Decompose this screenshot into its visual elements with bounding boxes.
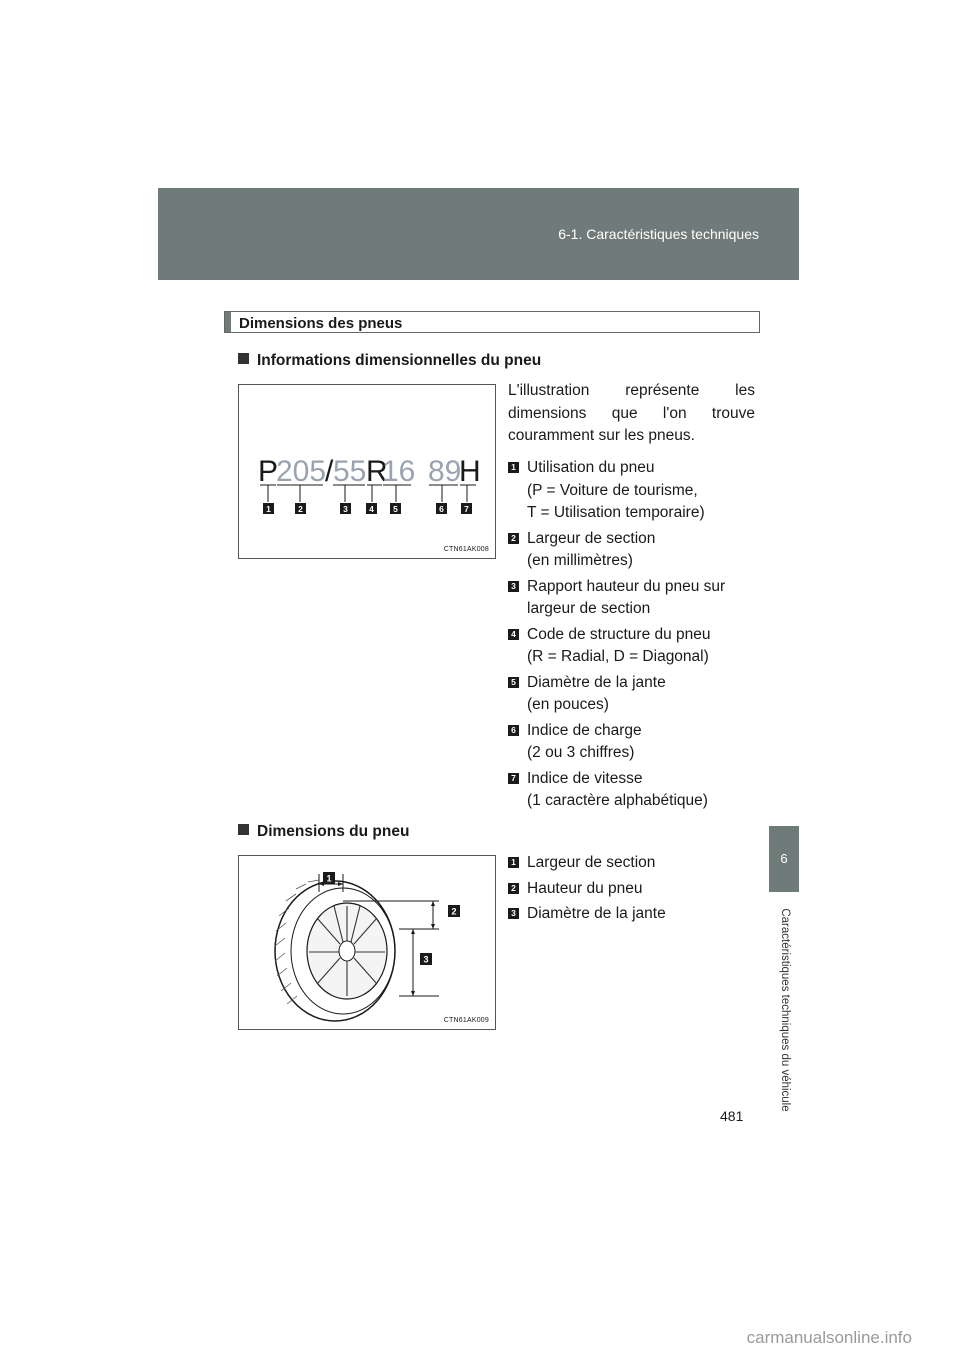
section-title: Dimensions des pneus xyxy=(239,315,403,332)
callout-3: 3 xyxy=(343,504,348,514)
tire-dimensions-figure xyxy=(238,855,496,1030)
chapter-title: 6-1. Caractéristiques techniques xyxy=(558,226,759,242)
item-text: Rapport hauteur du pneu sur xyxy=(527,577,726,595)
item-number-badge: 7 xyxy=(508,773,519,784)
square-bullet-icon xyxy=(238,353,249,364)
item-number-badge: 3 xyxy=(508,908,519,919)
subheading-tire-info xyxy=(238,352,541,370)
item-text: Largeur de section xyxy=(527,854,656,871)
list-item xyxy=(508,720,755,765)
header-band xyxy=(158,188,799,280)
list-item xyxy=(508,576,755,621)
subheading-tire-dimensions xyxy=(238,823,409,841)
item-number-badge: 4 xyxy=(508,629,519,640)
list-item xyxy=(508,878,755,901)
callout-1: 1 xyxy=(326,873,332,884)
item-text: (R = Radial, D = Diagonal) xyxy=(527,648,709,665)
list-item xyxy=(508,768,755,813)
intro-paragraph: L'illustration représente les dimensions que l'on trouve couramment sur les pneus. xyxy=(508,382,755,444)
chapter-side-label xyxy=(775,900,795,1120)
item-text: Indice de charge xyxy=(527,721,642,739)
list-item xyxy=(508,903,755,926)
callout-1: 1 xyxy=(266,504,271,514)
tire-info-list xyxy=(508,457,755,816)
item-text: T = Utilisation temporaire) xyxy=(527,504,705,521)
item-text: (2 ou 3 chiffres) xyxy=(527,744,635,761)
item-number-badge: 6 xyxy=(508,725,519,736)
wheel-diagram xyxy=(239,856,495,1029)
section-title-bar xyxy=(225,312,231,332)
item-number-badge: 1 xyxy=(508,462,519,473)
item-text: (en millimètres) xyxy=(527,552,633,569)
callout-7: 7 xyxy=(464,504,469,514)
item-number-badge: 2 xyxy=(508,533,519,544)
item-text: Diamètre de la jante xyxy=(527,673,666,691)
item-number-badge: 2 xyxy=(508,883,519,894)
item-text: Diamètre de la jante xyxy=(527,905,666,922)
code-part-speed: H xyxy=(459,455,481,488)
square-bullet-icon xyxy=(238,824,249,835)
callout-6: 6 xyxy=(439,504,444,514)
subheading-tire-info-text: Informations dimensionnelles du pneu xyxy=(257,352,542,369)
item-text: (1 caractère alphabétique) xyxy=(527,792,708,809)
code-part-slash: / xyxy=(325,455,334,488)
item-text: Code de structure du pneu xyxy=(527,625,711,643)
list-item xyxy=(508,528,755,573)
figure-code-1: CTN61AK008 xyxy=(443,546,489,553)
callout-2: 2 xyxy=(451,906,457,917)
tire-code-diagram xyxy=(239,385,495,558)
subheading-tire-dimensions-text: Dimensions du pneu xyxy=(257,823,410,840)
code-part-rim: 16 xyxy=(382,455,416,488)
code-part-usage: P xyxy=(258,455,279,488)
list-item xyxy=(508,672,755,717)
item-text: (en pouces) xyxy=(527,696,609,713)
code-part-construction: R xyxy=(366,455,388,488)
section-title-box xyxy=(224,311,760,333)
watermark: carmanualsonline.info xyxy=(746,1328,912,1347)
callout-3: 3 xyxy=(423,954,429,965)
page-number: 481 xyxy=(720,1108,744,1124)
chapter-side-label-text: Caractéristiques techniques du véhicule xyxy=(779,908,791,1112)
code-part-ratio: 55 xyxy=(333,455,367,488)
item-number-badge: 1 xyxy=(508,857,519,868)
item-number-badge: 3 xyxy=(508,581,519,592)
item-text: (P = Voiture de tourisme, xyxy=(527,481,698,499)
item-text: Largeur de section xyxy=(527,529,656,547)
callout-5: 5 xyxy=(393,504,398,514)
item-number-badge: 5 xyxy=(508,677,519,688)
item-text: Hauteur du pneu xyxy=(527,879,643,897)
item-text: Indice de vitesse xyxy=(527,769,643,787)
list-item xyxy=(508,852,755,875)
item-text: Utilisation du pneu xyxy=(527,459,655,476)
code-part-width: 205 xyxy=(276,455,327,488)
tire-code-figure xyxy=(238,384,496,559)
callout-2: 2 xyxy=(298,504,303,514)
list-item xyxy=(508,457,755,525)
item-text: largeur de section xyxy=(527,600,651,617)
callout-4: 4 xyxy=(369,504,374,514)
hub xyxy=(339,941,355,961)
tire-dimensions-list xyxy=(508,852,755,929)
figure-code-2: CTN61AK009 xyxy=(443,1017,489,1024)
code-part-load: 89 xyxy=(428,455,462,488)
chapter-tab: 6 xyxy=(769,826,799,892)
list-item xyxy=(508,624,755,669)
